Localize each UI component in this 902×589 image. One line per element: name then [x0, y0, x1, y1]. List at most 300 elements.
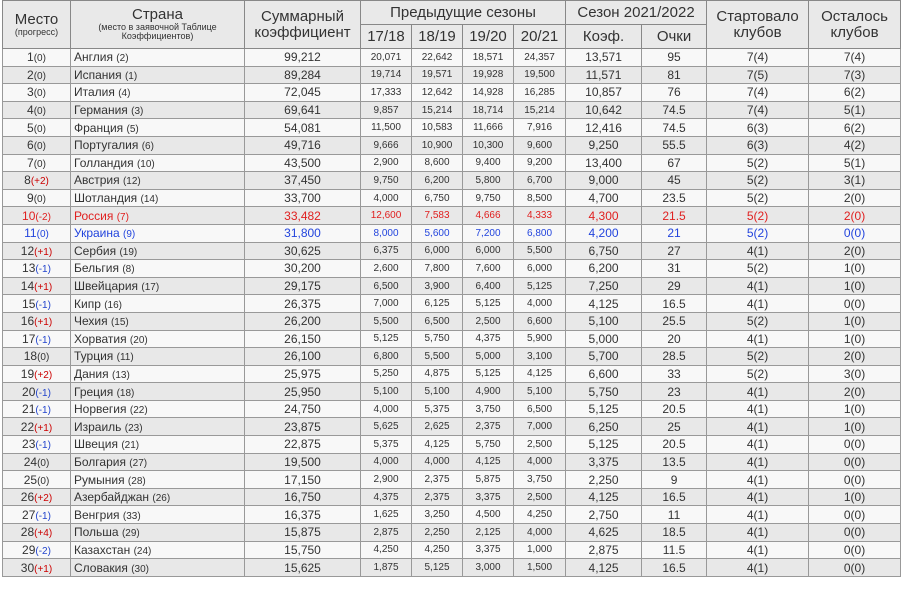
started-cell: 4(1) — [707, 453, 809, 471]
place-cell: 20(-1) — [3, 383, 71, 401]
country-cell: Испания (1) — [71, 66, 245, 84]
place-cell: 11(0) — [3, 224, 71, 242]
header-started: Стартовало клубов — [707, 1, 809, 49]
season-18-19-cell: 8,600 — [412, 154, 463, 172]
coef-cell: 3,375 — [566, 453, 642, 471]
season-20-21-cell: 6,600 — [514, 312, 566, 330]
season-17-18-cell: 8,000 — [361, 224, 412, 242]
started-cell: 6(3) — [707, 119, 809, 137]
season-20-21-cell: 16,285 — [514, 84, 566, 102]
season-19-20-cell: 6,400 — [463, 277, 514, 295]
season-17-18-cell: 7,000 — [361, 295, 412, 313]
table-row — [3, 453, 901, 471]
season-17-18-cell: 9,666 — [361, 136, 412, 154]
season-18-19-cell: 2,250 — [412, 524, 463, 542]
started-cell: 5(2) — [707, 207, 809, 225]
season-20-21-cell: 5,500 — [514, 242, 566, 260]
season-18-19-cell: 10,900 — [412, 136, 463, 154]
season-19-20-cell: 2,125 — [463, 524, 514, 542]
started-cell: 4(1) — [707, 383, 809, 401]
started-cell: 7(4) — [707, 84, 809, 102]
total-cell: 16,375 — [245, 506, 361, 524]
country-cell: Россия (7) — [71, 207, 245, 225]
country-cell: Кипр (16) — [71, 295, 245, 313]
coef-cell: 13,571 — [566, 49, 642, 67]
started-cell: 4(1) — [707, 559, 809, 577]
points-cell: 29 — [642, 277, 707, 295]
country-cell: Израиль (23) — [71, 418, 245, 436]
season-19-20-cell: 9,750 — [463, 189, 514, 207]
coef-cell: 6,750 — [566, 242, 642, 260]
season-20-21-cell: 6,000 — [514, 260, 566, 278]
remaining-cell: 1(0) — [809, 277, 901, 295]
season-20-21-cell: 5,100 — [514, 383, 566, 401]
season-17-18-cell: 2,900 — [361, 471, 412, 489]
season-17-18-cell: 19,714 — [361, 66, 412, 84]
total-cell: 33,700 — [245, 189, 361, 207]
country-cell: Голландия (10) — [71, 154, 245, 172]
place-cell: 21(-1) — [3, 400, 71, 418]
header-prev-seasons: Предыдущие сезоны — [361, 1, 566, 25]
season-20-21-cell: 7,000 — [514, 418, 566, 436]
season-17-18-cell: 9,857 — [361, 101, 412, 119]
coef-cell: 4,200 — [566, 224, 642, 242]
place-cell: 25(0) — [3, 471, 71, 489]
remaining-cell: 6(2) — [809, 119, 901, 137]
table-row — [3, 365, 901, 383]
total-cell: 26,100 — [245, 348, 361, 366]
season-20-21-cell: 1,000 — [514, 541, 566, 559]
season-17-18-cell: 4,000 — [361, 453, 412, 471]
remaining-cell: 0(0) — [809, 453, 901, 471]
remaining-cell: 0(0) — [809, 506, 901, 524]
started-cell: 5(2) — [707, 172, 809, 190]
season-18-19-cell: 5,600 — [412, 224, 463, 242]
points-cell: 23 — [642, 383, 707, 401]
remaining-cell: 2(0) — [809, 383, 901, 401]
country-cell: Хорватия (20) — [71, 330, 245, 348]
remaining-cell: 0(0) — [809, 541, 901, 559]
place-cell: 9(0) — [3, 189, 71, 207]
remaining-cell: 0(0) — [809, 471, 901, 489]
coef-cell: 9,250 — [566, 136, 642, 154]
remaining-cell: 6(2) — [809, 84, 901, 102]
season-20-21-cell: 3,750 — [514, 471, 566, 489]
table-row — [3, 277, 901, 295]
season-19-20-cell: 7,200 — [463, 224, 514, 242]
coef-cell: 2,750 — [566, 506, 642, 524]
place-cell: 6(0) — [3, 136, 71, 154]
table-row — [3, 136, 901, 154]
coef-cell: 5,700 — [566, 348, 642, 366]
total-cell: 22,875 — [245, 436, 361, 454]
total-cell: 15,625 — [245, 559, 361, 577]
country-cell: Бельгия (8) — [71, 260, 245, 278]
coef-cell: 4,125 — [566, 488, 642, 506]
remaining-cell: 5(1) — [809, 154, 901, 172]
total-cell: 15,750 — [245, 541, 361, 559]
coef-cell: 5,125 — [566, 436, 642, 454]
remaining-cell: 0(0) — [809, 524, 901, 542]
season-18-19-cell: 6,750 — [412, 189, 463, 207]
started-cell: 5(2) — [707, 189, 809, 207]
table-row — [3, 84, 901, 102]
points-cell: 81 — [642, 66, 707, 84]
remaining-cell: 1(0) — [809, 418, 901, 436]
season-17-18-cell: 2,600 — [361, 260, 412, 278]
coef-cell: 4,625 — [566, 524, 642, 542]
season-18-19-cell: 10,583 — [412, 119, 463, 137]
season-17-18-cell: 4,000 — [361, 189, 412, 207]
table-row — [3, 524, 901, 542]
started-cell: 6(3) — [707, 136, 809, 154]
header-remaining: Осталось клубов — [809, 1, 901, 49]
header-season-18-19: 18/19 — [412, 25, 463, 49]
place-cell: 3(0) — [3, 84, 71, 102]
coef-cell: 6,600 — [566, 365, 642, 383]
total-cell: 15,875 — [245, 524, 361, 542]
season-19-20-cell: 4,900 — [463, 383, 514, 401]
season-17-18-cell: 6,375 — [361, 242, 412, 260]
header-season: Сезон 2021/2022 — [566, 1, 707, 25]
started-cell: 5(2) — [707, 224, 809, 242]
total-cell: 24,750 — [245, 400, 361, 418]
remaining-cell: 0(0) — [809, 559, 901, 577]
season-18-19-cell: 7,583 — [412, 207, 463, 225]
country-cell: Турция (11) — [71, 348, 245, 366]
place-cell: 8(+2) — [3, 172, 71, 190]
started-cell: 5(2) — [707, 312, 809, 330]
total-cell: 19,500 — [245, 453, 361, 471]
season-18-19-cell: 2,375 — [412, 471, 463, 489]
table-row — [3, 488, 901, 506]
points-cell: 33 — [642, 365, 707, 383]
season-18-19-cell: 6,500 — [412, 312, 463, 330]
season-19-20-cell: 14,928 — [463, 84, 514, 102]
points-cell: 25.5 — [642, 312, 707, 330]
season-17-18-cell: 17,333 — [361, 84, 412, 102]
place-cell: 18(0) — [3, 348, 71, 366]
season-18-19-cell: 12,642 — [412, 84, 463, 102]
season-20-21-cell: 6,500 — [514, 400, 566, 418]
points-cell: 25 — [642, 418, 707, 436]
table-row — [3, 330, 901, 348]
total-cell: 26,200 — [245, 312, 361, 330]
place-cell: 22(+1) — [3, 418, 71, 436]
season-17-18-cell: 6,500 — [361, 277, 412, 295]
coefficient-table — [2, 0, 901, 577]
started-cell: 4(1) — [707, 295, 809, 313]
place-cell: 2(0) — [3, 66, 71, 84]
total-cell: 43,500 — [245, 154, 361, 172]
season-18-19-cell: 2,625 — [412, 418, 463, 436]
table-row — [3, 541, 901, 559]
season-20-21-cell: 3,100 — [514, 348, 566, 366]
remaining-cell: 7(4) — [809, 49, 901, 67]
season-20-21-cell: 4,000 — [514, 453, 566, 471]
season-20-21-cell: 6,700 — [514, 172, 566, 190]
points-cell: 16.5 — [642, 488, 707, 506]
season-18-19-cell: 2,375 — [412, 488, 463, 506]
season-20-21-cell: 19,500 — [514, 66, 566, 84]
started-cell: 4(1) — [707, 418, 809, 436]
table-row — [3, 172, 901, 190]
remaining-cell: 5(1) — [809, 101, 901, 119]
remaining-cell: 3(0) — [809, 365, 901, 383]
country-cell: Румыния (28) — [71, 471, 245, 489]
place-cell: 5(0) — [3, 119, 71, 137]
table-row — [3, 189, 901, 207]
coef-cell: 5,000 — [566, 330, 642, 348]
remaining-cell: 2(0) — [809, 189, 901, 207]
country-cell: Норвегия (22) — [71, 400, 245, 418]
table-row — [3, 348, 901, 366]
header-points: Очки — [642, 25, 707, 49]
table-row — [3, 224, 901, 242]
season-18-19-cell: 22,642 — [412, 49, 463, 67]
season-17-18-cell: 5,625 — [361, 418, 412, 436]
place-cell: 28(+4) — [3, 524, 71, 542]
coef-cell: 4,700 — [566, 189, 642, 207]
total-cell: 26,150 — [245, 330, 361, 348]
started-cell: 4(1) — [707, 506, 809, 524]
started-cell: 4(1) — [707, 541, 809, 559]
season-20-21-cell: 4,000 — [514, 524, 566, 542]
header-season-20-21: 20/21 — [514, 25, 566, 49]
remaining-cell: 2(0) — [809, 207, 901, 225]
country-cell: Украина (9) — [71, 224, 245, 242]
table-row — [3, 418, 901, 436]
points-cell: 23.5 — [642, 189, 707, 207]
country-cell: Словакия (30) — [71, 559, 245, 577]
started-cell: 5(2) — [707, 154, 809, 172]
season-17-18-cell: 5,100 — [361, 383, 412, 401]
season-20-21-cell: 1,500 — [514, 559, 566, 577]
season-18-19-cell: 7,800 — [412, 260, 463, 278]
season-17-18-cell: 4,250 — [361, 541, 412, 559]
table-row — [3, 559, 901, 577]
table-row — [3, 471, 901, 489]
country-cell: Англия (2) — [71, 49, 245, 67]
table-row — [3, 154, 901, 172]
points-cell: 13.5 — [642, 453, 707, 471]
season-18-19-cell: 6,200 — [412, 172, 463, 190]
coef-cell: 4,125 — [566, 295, 642, 313]
season-18-19-cell: 5,100 — [412, 383, 463, 401]
season-19-20-cell: 2,375 — [463, 418, 514, 436]
country-cell: Венгрия (33) — [71, 506, 245, 524]
table-row — [3, 506, 901, 524]
total-cell: 30,200 — [245, 260, 361, 278]
season-19-20-cell: 4,500 — [463, 506, 514, 524]
country-cell: Шотландия (14) — [71, 189, 245, 207]
country-cell: Франция (5) — [71, 119, 245, 137]
season-17-18-cell: 6,800 — [361, 348, 412, 366]
season-19-20-cell: 5,800 — [463, 172, 514, 190]
table-row — [3, 207, 901, 225]
started-cell: 5(2) — [707, 260, 809, 278]
remaining-cell: 3(1) — [809, 172, 901, 190]
season-17-18-cell: 5,250 — [361, 365, 412, 383]
season-19-20-cell: 5,125 — [463, 365, 514, 383]
points-cell: 67 — [642, 154, 707, 172]
season-19-20-cell: 3,375 — [463, 541, 514, 559]
season-18-19-cell: 5,750 — [412, 330, 463, 348]
season-19-20-cell: 9,400 — [463, 154, 514, 172]
coef-cell: 2,250 — [566, 471, 642, 489]
country-cell: Германия (3) — [71, 101, 245, 119]
season-20-21-cell: 2,500 — [514, 436, 566, 454]
points-cell: 27 — [642, 242, 707, 260]
season-18-19-cell: 6,000 — [412, 242, 463, 260]
season-18-19-cell: 4,875 — [412, 365, 463, 383]
place-cell: 1(0) — [3, 49, 71, 67]
season-17-18-cell: 1,875 — [361, 559, 412, 577]
total-cell: 72,045 — [245, 84, 361, 102]
coef-cell: 7,250 — [566, 277, 642, 295]
remaining-cell: 1(0) — [809, 330, 901, 348]
coef-cell: 13,400 — [566, 154, 642, 172]
season-18-19-cell: 4,125 — [412, 436, 463, 454]
season-20-21-cell: 15,214 — [514, 101, 566, 119]
season-17-18-cell: 12,600 — [361, 207, 412, 225]
season-20-21-cell: 6,800 — [514, 224, 566, 242]
remaining-cell: 1(0) — [809, 260, 901, 278]
points-cell: 76 — [642, 84, 707, 102]
place-cell: 23(-1) — [3, 436, 71, 454]
place-cell: 13(-1) — [3, 260, 71, 278]
coef-cell: 5,750 — [566, 383, 642, 401]
points-cell: 9 — [642, 471, 707, 489]
total-cell: 26,375 — [245, 295, 361, 313]
points-cell: 20.5 — [642, 436, 707, 454]
season-17-18-cell: 4,000 — [361, 400, 412, 418]
total-cell: 37,450 — [245, 172, 361, 190]
table-row — [3, 400, 901, 418]
place-cell: 10(-2) — [3, 207, 71, 225]
header-coef: Коэф. — [566, 25, 642, 49]
season-19-20-cell: 19,928 — [463, 66, 514, 84]
country-cell: Греция (18) — [71, 383, 245, 401]
season-18-19-cell: 19,571 — [412, 66, 463, 84]
started-cell: 7(5) — [707, 66, 809, 84]
season-17-18-cell: 11,500 — [361, 119, 412, 137]
place-cell: 17(-1) — [3, 330, 71, 348]
country-cell: Австрия (12) — [71, 172, 245, 190]
remaining-cell: 0(0) — [809, 224, 901, 242]
table-row — [3, 312, 901, 330]
season-19-20-cell: 11,666 — [463, 119, 514, 137]
started-cell: 5(2) — [707, 365, 809, 383]
season-17-18-cell: 5,375 — [361, 436, 412, 454]
country-cell: Дания (13) — [71, 365, 245, 383]
total-cell: 17,150 — [245, 471, 361, 489]
season-18-19-cell: 4,250 — [412, 541, 463, 559]
season-20-21-cell: 4,333 — [514, 207, 566, 225]
season-18-19-cell: 3,900 — [412, 277, 463, 295]
header-total: Суммарный коэффициент — [245, 1, 361, 49]
points-cell: 21 — [642, 224, 707, 242]
place-cell: 19(+2) — [3, 365, 71, 383]
country-cell: Швеция (21) — [71, 436, 245, 454]
started-cell: 4(1) — [707, 330, 809, 348]
season-19-20-cell: 4,375 — [463, 330, 514, 348]
season-18-19-cell: 15,214 — [412, 101, 463, 119]
started-cell: 4(1) — [707, 524, 809, 542]
season-20-21-cell: 4,000 — [514, 295, 566, 313]
coef-cell: 5,125 — [566, 400, 642, 418]
country-cell: Португалия (6) — [71, 136, 245, 154]
coef-cell: 6,200 — [566, 260, 642, 278]
table-row — [3, 383, 901, 401]
points-cell: 21.5 — [642, 207, 707, 225]
place-cell: 27(-1) — [3, 506, 71, 524]
table-row — [3, 119, 901, 137]
total-cell: 33,482 — [245, 207, 361, 225]
season-17-18-cell: 5,125 — [361, 330, 412, 348]
country-cell: Сербия (19) — [71, 242, 245, 260]
place-cell: 24(0) — [3, 453, 71, 471]
season-19-20-cell: 18,714 — [463, 101, 514, 119]
started-cell: 4(1) — [707, 488, 809, 506]
total-cell: 89,284 — [245, 66, 361, 84]
season-17-18-cell: 1,625 — [361, 506, 412, 524]
header-season-17-18: 17/18 — [361, 25, 412, 49]
remaining-cell: 1(0) — [809, 312, 901, 330]
season-18-19-cell: 3,250 — [412, 506, 463, 524]
season-17-18-cell: 2,875 — [361, 524, 412, 542]
place-cell: 7(0) — [3, 154, 71, 172]
coef-cell: 5,100 — [566, 312, 642, 330]
coef-cell: 2,875 — [566, 541, 642, 559]
season-20-21-cell: 5,125 — [514, 277, 566, 295]
place-cell: 4(0) — [3, 101, 71, 119]
season-19-20-cell: 5,750 — [463, 436, 514, 454]
points-cell: 11.5 — [642, 541, 707, 559]
total-cell: 30,625 — [245, 242, 361, 260]
season-20-21-cell: 9,200 — [514, 154, 566, 172]
started-cell: 4(1) — [707, 277, 809, 295]
place-cell: 12(+1) — [3, 242, 71, 260]
remaining-cell: 0(0) — [809, 295, 901, 313]
header-place: Место (прогресс) — [3, 1, 71, 49]
header-season-19-20: 19/20 — [463, 25, 514, 49]
header-country: Страна (место в заявочной Таблице Коэффициентов) — [71, 1, 245, 49]
table-row — [3, 295, 901, 313]
coef-cell: 4,300 — [566, 207, 642, 225]
started-cell: 4(1) — [707, 242, 809, 260]
season-17-18-cell: 4,375 — [361, 488, 412, 506]
started-cell: 4(1) — [707, 471, 809, 489]
points-cell: 31 — [642, 260, 707, 278]
place-cell: 29(-2) — [3, 541, 71, 559]
remaining-cell: 7(3) — [809, 66, 901, 84]
total-cell: 25,950 — [245, 383, 361, 401]
season-19-20-cell: 5,875 — [463, 471, 514, 489]
season-20-21-cell: 2,500 — [514, 488, 566, 506]
coef-cell: 10,857 — [566, 84, 642, 102]
place-cell: 26(+2) — [3, 488, 71, 506]
country-cell: Швейцария (17) — [71, 277, 245, 295]
season-20-21-cell: 9,600 — [514, 136, 566, 154]
remaining-cell: 0(0) — [809, 436, 901, 454]
season-19-20-cell: 10,300 — [463, 136, 514, 154]
total-cell: 31,800 — [245, 224, 361, 242]
season-19-20-cell: 18,571 — [463, 49, 514, 67]
season-17-18-cell: 5,500 — [361, 312, 412, 330]
started-cell: 7(4) — [707, 101, 809, 119]
started-cell: 7(4) — [707, 49, 809, 67]
